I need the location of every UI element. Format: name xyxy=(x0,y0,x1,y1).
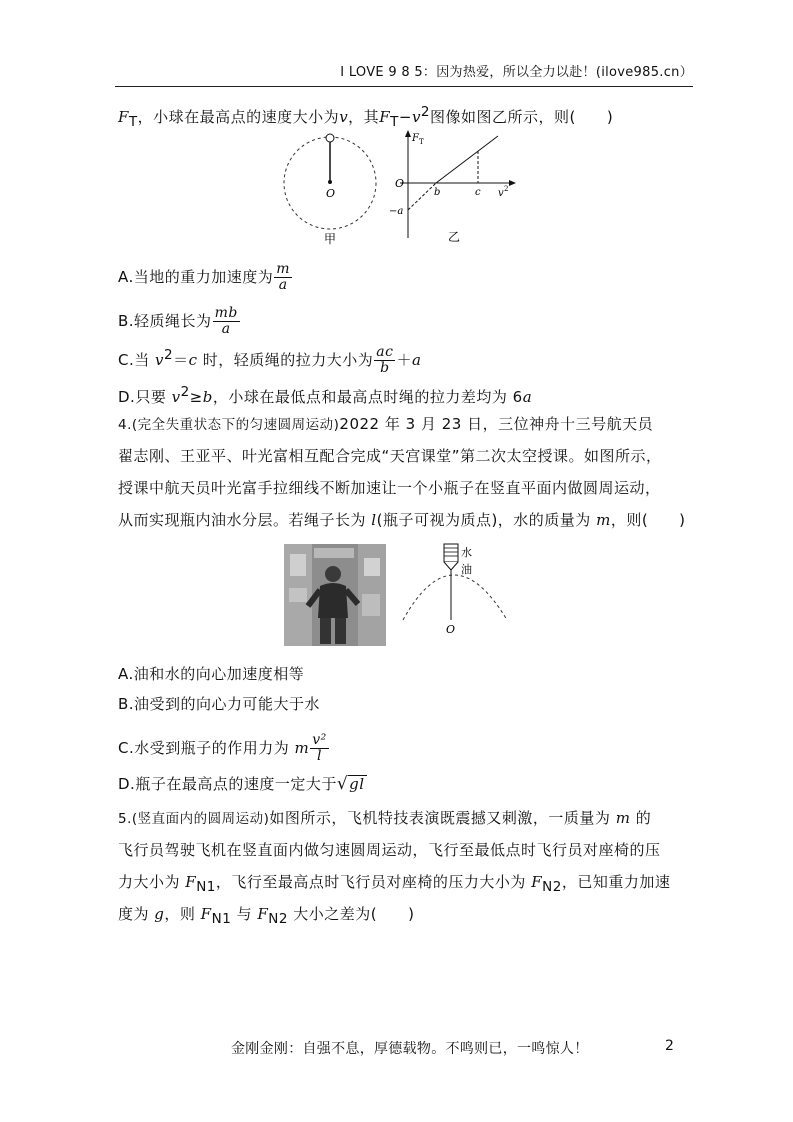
q4-line4: 从而实现瓶内油水分层。若绳子长为 l(瓶子可视为质点)，水的质量为 m，则( ) xyxy=(118,511,686,529)
q4-line3: 授课中航天员叶光富手拉细线不断加速让一个小瓶子在竖直平面内做圆周运动， xyxy=(118,479,661,497)
q4-option-b[interactable]: B.油受到的向心力可能大于水 xyxy=(118,695,321,713)
q4-option-c[interactable]: C.水受到瓶子的作用力为 m $\frac{\text{v²}}{l}$ xyxy=(118,732,327,764)
label-oil: 油 xyxy=(461,563,472,576)
page-header: I LOVE 9 8 5：因为热爱，所以全力以赴！(ilove985.cn） xyxy=(115,60,693,87)
label-c: c xyxy=(475,187,481,198)
q3-option-b[interactable]: B.轻质绳长为 $\frac{mb}{a}$ xyxy=(118,305,238,337)
figure-jia xyxy=(280,130,390,250)
arc-path xyxy=(403,575,507,620)
q3-option-c[interactable]: C.当 $v^2=c$ 时，轻质绳的拉力大小为 $\frac{ac}{b}$ ＋a xyxy=(118,344,422,376)
figure-yi xyxy=(388,128,528,248)
center-point xyxy=(328,180,332,184)
graph-line xyxy=(436,136,498,183)
q5-line4: 度为 g，则 $F_{N1}$ 与 $F_{N2}$ 大小之差为( ) xyxy=(118,905,415,927)
page-number: 2 xyxy=(665,1038,674,1054)
label-O: O xyxy=(326,187,336,200)
q3-option-d[interactable]: D.只要 $v^2\ge b$，小球在最低点和最高点时绳的拉力差均为 6a xyxy=(118,384,533,406)
dashed-extension xyxy=(408,183,436,210)
figure-bottle-circle xyxy=(395,540,517,640)
q4-line1: 4.(完全失重状态下的匀速圆周运动)2022 年 3 月 23 日，三位神舟十三号航天员 xyxy=(118,415,654,433)
label-FT: F xyxy=(412,133,419,144)
footer-motto: 金刚金刚：自强不息，厚德载物。不鸣则已，一鸣惊人！ xyxy=(231,1041,589,1057)
q3-intro-line: $F_T$，小球在最高点的速度大小为v，其$F_T-v^2$图像如图乙所示，则( ) xyxy=(118,104,614,130)
q4-line2: 翟志刚、王亚平、叶光富相互配合完成“天宫课堂”第二次太空授课。如图所示， xyxy=(118,447,662,465)
q4-option-d[interactable]: D.瓶子在最高点的速度一定大于√gl xyxy=(118,774,365,794)
ball xyxy=(326,134,334,142)
q3-option-a[interactable]: A.当地的重力加速度为 $\frac{m}{a}$ xyxy=(118,261,291,293)
astronaut-photo xyxy=(284,544,386,646)
label-water: 水 xyxy=(461,546,472,559)
label-O: O xyxy=(395,177,405,190)
label-FT-sub: T xyxy=(419,138,424,146)
svg-text:2: 2 xyxy=(504,185,509,193)
q5-line2: 飞行员驾驶飞机在竖直面内做匀速圆周运动，飞行至最低点时飞行员对座椅的压 xyxy=(118,841,661,859)
label-b: b xyxy=(434,187,441,198)
q4-option-a[interactable]: A.油和水的向心加速度相等 xyxy=(118,665,305,683)
caption-yi: 乙 xyxy=(448,230,461,244)
label-O: O xyxy=(446,623,456,636)
label-minus-a: −a xyxy=(389,206,404,217)
label-v2: v xyxy=(498,188,504,199)
q5-line3: 力大小为 $F_{N1}$，飞行至最高点时飞行员对座椅的压力大小为 $F_{N2}$，已知重力加速 xyxy=(118,873,671,895)
q5-line1: 5.(竖直面内的圆周运动)如图所示，飞机特技表演既震撼又刺激，一质量为 m 的 xyxy=(118,809,652,827)
caption-jia: 甲 xyxy=(324,232,337,246)
bottle xyxy=(444,544,458,562)
